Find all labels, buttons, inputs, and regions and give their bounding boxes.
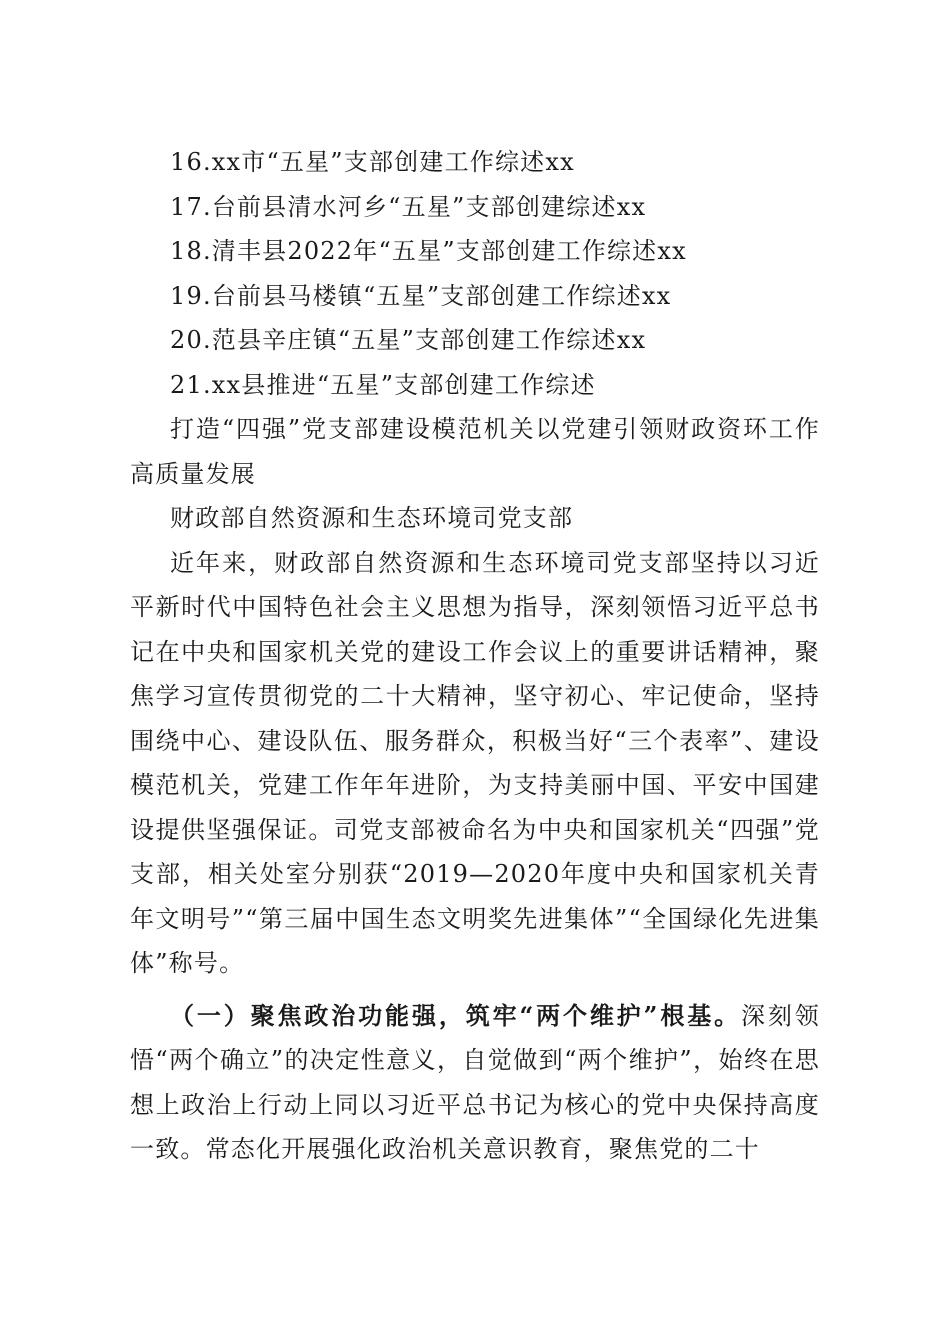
section-1-heading: （一）聚焦政治功能强，筑牢“两个维护”根基。 (170, 1000, 742, 1030)
article-intro: 近年来，财政部自然资源和生态环境司党支部坚持以习近平新时代中国特色社会主义思想为指导，深刻领悟习近平总书记在中央和国家机关党的建设工作会议上的重要讲话精神，聚焦学习宣传贯彻党的二十大精神，坚守初心、牢记使命，坚持围绕中心、建设队伍、服务群众，积极当好“三个表率”、建设模范机关，党建工作年年进阶，为支持美丽中国、平安中国建设提供坚强保证。司党支部被命名为中央和国家机关“四强”党支部，相关处室分别获“2019—2020年度中央和国家机关青年文明号”“第三届中国生态文明奖先进集体”“全国绿化先进集体”称号。 (130, 548, 820, 977)
list-item: 20.范县辛庄镇“五星”支部创建工作综述xx (170, 326, 647, 354)
list-item: 17.台前县清水河乡“五星”支部创建综述xx (170, 192, 647, 221)
list-item: 19.台前县马楼镇“五星”支部创建工作综述xx (170, 281, 672, 310)
section-1 (130, 994, 820, 1172)
article-author: 财政部自然资源和生态环境司党支部 (170, 504, 574, 532)
list-item: 21.xx县推进“五星”支部创建工作综述 (170, 370, 596, 399)
list-item: 18.清丰县2022年“五星”支部创建工作综述xx (170, 237, 687, 265)
list-item: 16.xx市“五星”支部创建工作综述xx (170, 148, 575, 176)
document-body (130, 140, 820, 1172)
section-1-body: 深刻领悟“两个确立”的决定性意义，自觉做到“两个维护”，始终在思想上政治上行动上同以习近平总书记为核心的党中央保持高度一致。常态化开展强化政治机关意识教育，聚焦党的二十 (130, 1001, 820, 1163)
article-title: 打造“四强”党支部建设模范机关以党建引领财政资环工作高质量发展 (130, 415, 820, 488)
